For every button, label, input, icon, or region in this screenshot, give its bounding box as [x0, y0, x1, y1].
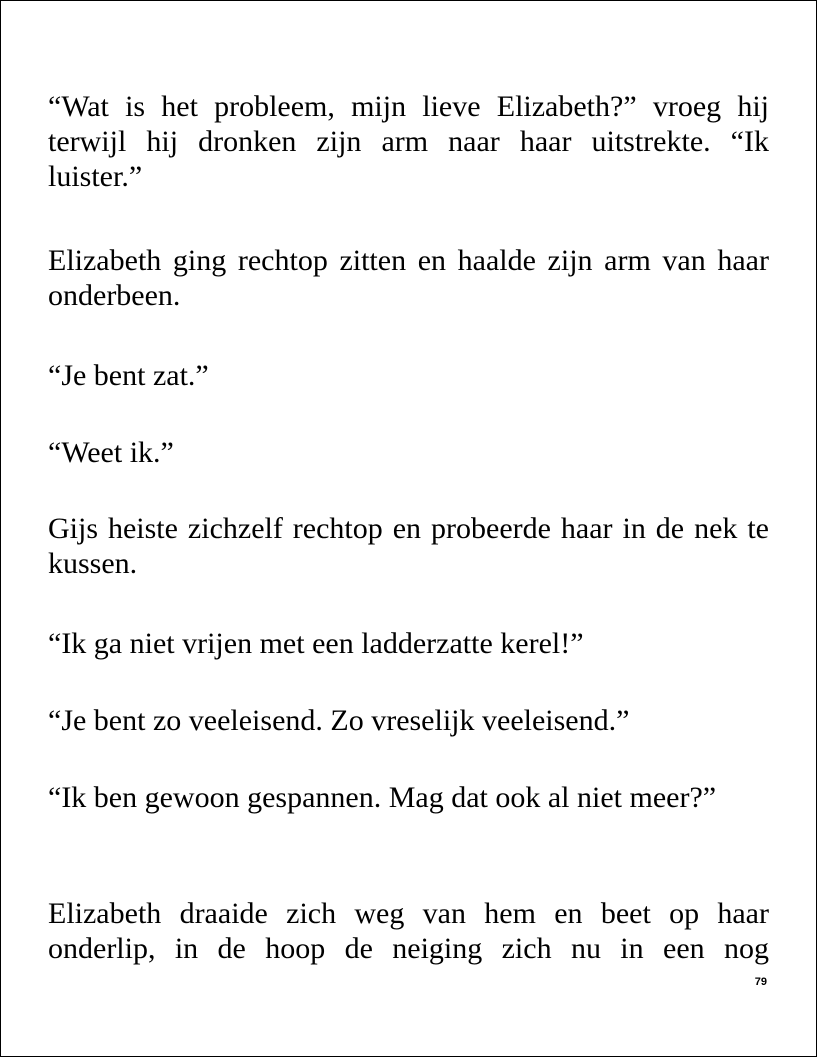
paragraph-3: “Je bent zat.”: [48, 359, 209, 392]
paragraph-6: “Ik ga niet vrijen met een ladderzatte kerel!”: [48, 627, 584, 660]
paragraph-4: “Weet ik.”: [48, 436, 174, 469]
paragraph-8: “Ik ben gewoon gespannen. Mag dat ook al niet meer?”: [48, 781, 717, 814]
paragraph-9: Elizabeth draaide zich weg van hem en beet op haar onderlip, in de hoop de neiging zich nu in een nog: [48, 897, 769, 965]
paragraph-2: Elizabeth ging rechtop zitten en haalde zijn arm van haar onderbeen.: [48, 244, 769, 312]
page-number: 79: [754, 976, 767, 988]
paragraph-5: Gijs heiste zichzelf rechtop en probeerde haar in de nek te kussen.: [48, 512, 769, 580]
paragraph-7: “Je bent zo veeleisend. Zo vreselijk veeleisend.”: [48, 704, 630, 737]
paragraph-1: “Wat is het probleem, mijn lieve Elizabeth?” vroeg hij terwijl hij dronken zijn arm naar haar uitstrekte. “Ik luister.”: [48, 90, 769, 193]
